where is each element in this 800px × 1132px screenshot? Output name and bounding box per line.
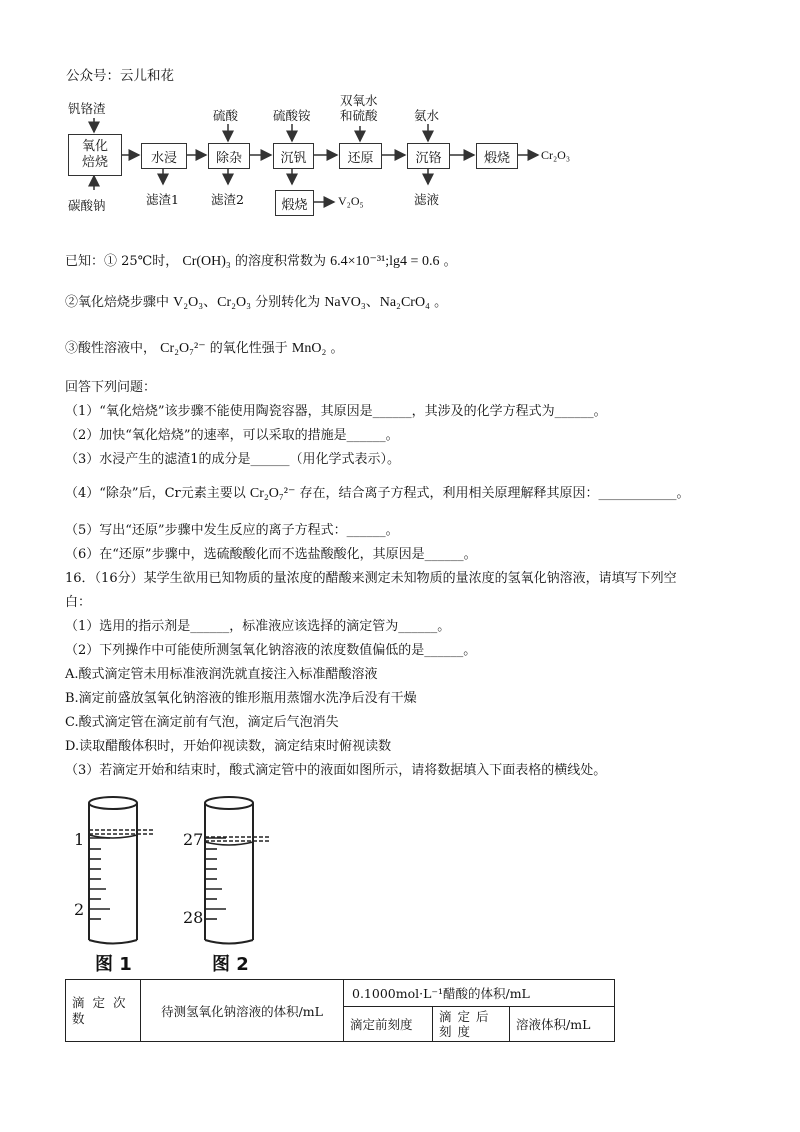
problem-16-title-cont: 白： xyxy=(65,595,92,610)
question-3: （3）水浸产生的滤渣1的成分是______（用化学式表示）。 xyxy=(65,452,401,467)
input-h2o2-line2: 和硫酸 xyxy=(340,108,378,123)
option-c: C.酸式滴定管在滴定前有气泡，滴定后气泡消失 xyxy=(65,715,339,730)
known-line-2 xyxy=(65,294,447,312)
fig1-caption: 图 1 xyxy=(95,954,132,975)
known-1-end: 。 xyxy=(443,254,457,269)
known-1-ksp: 6.4×10⁻³¹;lg4 = 0.6 xyxy=(330,254,440,269)
option-a: A.酸式滴定管未用标准液润洗就直接注入标准醋酸溶液 xyxy=(65,667,378,682)
titration-table xyxy=(65,979,615,1042)
th-naoh-volume: 待测氢氧化钠溶液的体积/mL xyxy=(141,980,344,1042)
known-1-text-a: 已知：① 25℃时， xyxy=(65,254,179,269)
fig2-label-27: 27 xyxy=(183,830,204,849)
flowchart-arrows xyxy=(0,0,800,230)
known-3-text-b: 的氧化性强于 xyxy=(209,341,288,356)
burette-figure-drawing xyxy=(0,790,300,975)
fig1-label-1: 1 xyxy=(74,830,85,849)
th-titration-count: 滴 定 次 数 xyxy=(66,980,141,1042)
question-4-formula: Cr₂O₇²⁻ xyxy=(249,486,296,501)
fig2-caption: 图 2 xyxy=(212,954,249,975)
input-sulfuric-acid: 硫酸 xyxy=(213,108,239,123)
problem-16-q3: （3）若滴定开始和结束时，酸式滴定管中的液面如图所示，请将数据填入下面表格的横线处。 xyxy=(65,763,607,778)
box-calcine-2: 煅烧 xyxy=(275,190,314,216)
problem-16-title: 16．（16分）某学生欲用已知物质的量浓度的醋酸来测定未知物质的量浓度的氢氧化钠溶液，请填写下列空 xyxy=(65,571,677,586)
known-2-formula-2: NaVO₃、Na₂CrO₄ xyxy=(324,295,430,310)
known-line-3 xyxy=(65,340,344,358)
output-v2o5: V₂O₅ xyxy=(338,194,364,208)
box-oxidation-roast xyxy=(68,134,122,176)
questions-intro: 回答下列问题： xyxy=(65,380,157,395)
input-vanadium-slag: 钒铬渣 xyxy=(68,101,106,116)
th-initial-reading: 滴定前刻度 xyxy=(344,1007,433,1042)
input-h2o2-line1: 双氧水 xyxy=(340,93,378,108)
box-reduction: 还原 xyxy=(339,143,382,169)
input-ammonium-sulfate: 硫酸铵 xyxy=(273,108,311,123)
option-b: B.滴定前盛放氢氧化钠溶液的锥形瓶用蒸馏水洗净后没有干燥 xyxy=(65,691,417,706)
known-2-formula-1: V₂O₃、Cr₂O₃ xyxy=(173,295,252,310)
question-6: （6）在“还原”步骤中，选硫酸酸化而不选盐酸酸化，其原因是______。 xyxy=(65,547,477,562)
box-vanadium-precip: 沉钒 xyxy=(273,143,314,169)
known-2-text-a: ②氧化焙烧步骤中 xyxy=(65,295,170,310)
input-sodium-carbonate: 碳酸钠 xyxy=(68,198,106,213)
box-impurity-removal: 除杂 xyxy=(208,143,250,169)
fig1-label-2: 2 xyxy=(74,900,85,919)
question-1: （1）“氧化焙烧”该步骤不能使用陶瓷容器，其原因是______，其涉及的化学方程式为______。 xyxy=(65,404,607,419)
known-1-text-b: 的溶度积常数为 xyxy=(234,254,326,269)
th-acetic-acid-volume: 0.1000mol·L⁻¹醋酸的体积/mL xyxy=(344,980,615,1007)
output-residue-2: 滤渣2 xyxy=(211,192,244,207)
fig2-label-28: 28 xyxy=(183,908,204,927)
th-solution-volume: 溶液体积/mL xyxy=(510,1007,615,1042)
known-line-1 xyxy=(65,253,457,271)
question-5: （5）写出“还原”步骤中发生反应的离子方程式：______。 xyxy=(65,523,399,538)
input-h2o2-h2so4 xyxy=(340,93,378,123)
page-header: 公众号：云儿和花 xyxy=(66,68,174,84)
question-4 xyxy=(65,485,690,503)
question-4-text-a: （4）“除杂”后，Cr元素主要以 xyxy=(65,486,246,501)
known-2-end: 。 xyxy=(434,295,448,310)
output-filtrate: 滤液 xyxy=(414,192,440,207)
known-3-text-a: ③酸性溶液中， xyxy=(65,341,157,356)
output-residue-1: 滤渣1 xyxy=(146,192,179,207)
known-2-text-b: 分别转化为 xyxy=(255,295,321,310)
box-chromium-precip: 沉铬 xyxy=(407,143,450,169)
burette-figures xyxy=(0,790,300,975)
known-3-formula-1: Cr₂O₇²⁻ xyxy=(160,341,206,356)
known-1-formula: Cr(OH)₃ xyxy=(182,254,231,269)
th-final-reading: 滴 定 后 刻 度 xyxy=(433,1007,510,1042)
box-oxidation-roast-l1: 氧化 xyxy=(81,139,108,154)
option-d: D.读取醋酸体积时，开始仰视读数，滴定结束时俯视读数 xyxy=(65,739,392,754)
process-flowchart xyxy=(0,0,800,230)
problem-16-q2: （2）下列操作中可能使所测氢氧化钠溶液的浓度数值偏低的是______。 xyxy=(65,643,477,658)
question-2: （2）加快“氧化焙烧”的速率，可以采取的措施是______。 xyxy=(65,428,399,443)
box-oxidation-roast-l2: 焙烧 xyxy=(81,155,108,170)
question-4-text-b: 存在，结合离子方程式，利用相关原理解释其原因：____________。 xyxy=(299,486,690,501)
table-header-row xyxy=(66,980,615,1007)
box-water-leach: 水浸 xyxy=(141,143,187,169)
box-calcine-1: 煅烧 xyxy=(476,143,518,169)
problem-16-q1: （1）选用的指示剂是______，标准液应该选择的滴定管为______。 xyxy=(65,619,451,634)
known-3-end: 。 xyxy=(330,341,344,356)
known-3-formula-2: MnO₂ xyxy=(291,341,327,356)
output-cr2o3: Cr₂O₃ xyxy=(541,148,571,162)
input-ammonia: 氨水 xyxy=(414,108,440,123)
